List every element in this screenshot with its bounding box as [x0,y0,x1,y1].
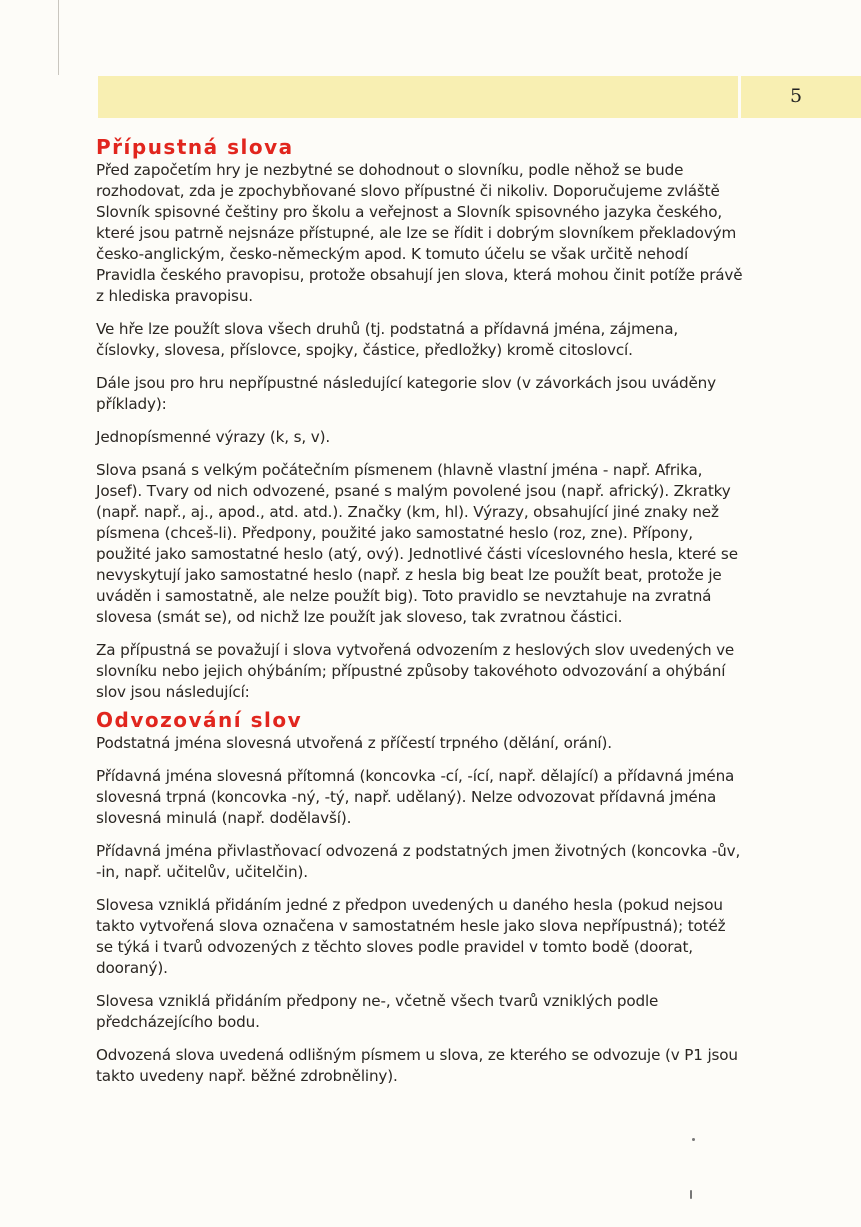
page-number: 5 [790,85,803,107]
paragraph: Za přípustná se považují i slova vytvořená odvozením z heslových slov uvedených ve slovníku nebo jejich ohýbáním; přípustné způsoby takovéhoto odvozování a ohýbání slov jsou následující: [96,641,735,701]
section-heading: Přípustná slova [96,135,294,159]
scan-speck [692,1138,695,1141]
section-odvozovani-slov [96,707,746,1087]
scan-speck [690,1190,692,1199]
paragraph: Před započetím hry je nezbytné se dohodnout o slovníku, podle něhož se bude rozhodovat, zda je zpochybňované slovo přípustné či nikoliv. Doporučujeme zvláště Slovník spisovné češtiny pro školu a veřejnost a Slovník spisovného jazyka českého, které jsou patrně nejsnáze přístupné, ale lze se řídit i dobrým slovníkem překladovým česko-anglickým, česko-německým apod. K tomuto účelu se však určitě nehodí Pravidla českého pravopisu, protože obsahují jen slova, která mohou činit potíže právě z hlediska pravopisu. [96,161,743,305]
paragraph: Slova psaná s velkým počátečním písmenem (hlavně vlastní jména - např. Afrika, Josef). Tvary od nich odvozené, psané s malým povolené jsou (např. africký). Zkratky (např. např., aj., apod., atd. atd.). Značky (km, hl). Výrazy, obsahující jiné znaky než písmena (chceš-li). Předpony, použité jako samostatné heslo (roz, zne). Přípony, použité jako samostatné heslo (atý, ový). Jednotlivé části víceslovného hesla, které se nevyskytují jako samostatné heslo (např. z hesla big beat lze použít beat, protože je uváděn i samostatně, ale nelze použít big). Toto pravidlo se nevztahuje na zvratná slovesa (smát se), od nichž lze použít jak sloveso, tak zvratnou částici. [96,461,738,626]
paragraph: Dále jsou pro hru nepřípustné následující kategorie slov (v závorkách jsou uváděny příklady): [96,374,716,413]
paragraph: Jednopísmenné výrazy (k, s, v). [96,428,331,446]
paragraph: Podstatná jména slovesná utvořená z příčestí trpného (dělání, orání). [96,734,612,752]
section-heading: Odvozování slov [96,708,303,732]
paragraph: Ve hře lze použít slova všech druhů (tj. podstatná a přídavná jména, zájmena, číslovky, slovesa, příslovce, spojky, částice, předložky) kromě citoslovcí. [96,320,679,359]
page-content [96,134,746,1099]
paragraph: Odvozená slova uvedená odlišným písmem u slova, ze kterého se odvozuje (v P1 jsou takto uvedeny např. běžné zdrobněliny). [96,1046,738,1085]
paragraph: Přídavná jména přivlastňovací odvozená z podstatných jmen životných (koncovka -ův, -in, např. učitelův, učitelčin). [96,842,741,881]
section-pripustna-slova [96,134,746,703]
paragraph: Přídavná jména slovesná přítomná (koncovka -cí, -ící, např. dělající) a přídavná jména slovesná trpná (koncovka -ný, -tý, např. udělaný). Nelze odvozovat přídavná jména slovesná minulá (např. dodělavší). [96,767,735,827]
paragraph: Slovesa vzniklá přidáním předpony ne-, včetně všech tvarů vzniklých podle předcházejícího bodu. [96,992,659,1031]
paragraph: Slovesa vzniklá přidáním jedné z předpon uvedených u daného hesla (pokud nejsou takto vytvořená slova označena v samostatném hesle jako slova nepřípustná); totéž se týká i tvarů odvozených z těchto sloves podle pravidel v tomto bodě (doorat, dooraný). [96,896,726,977]
header-band [98,76,738,118]
scan-artifact-line [58,0,59,75]
